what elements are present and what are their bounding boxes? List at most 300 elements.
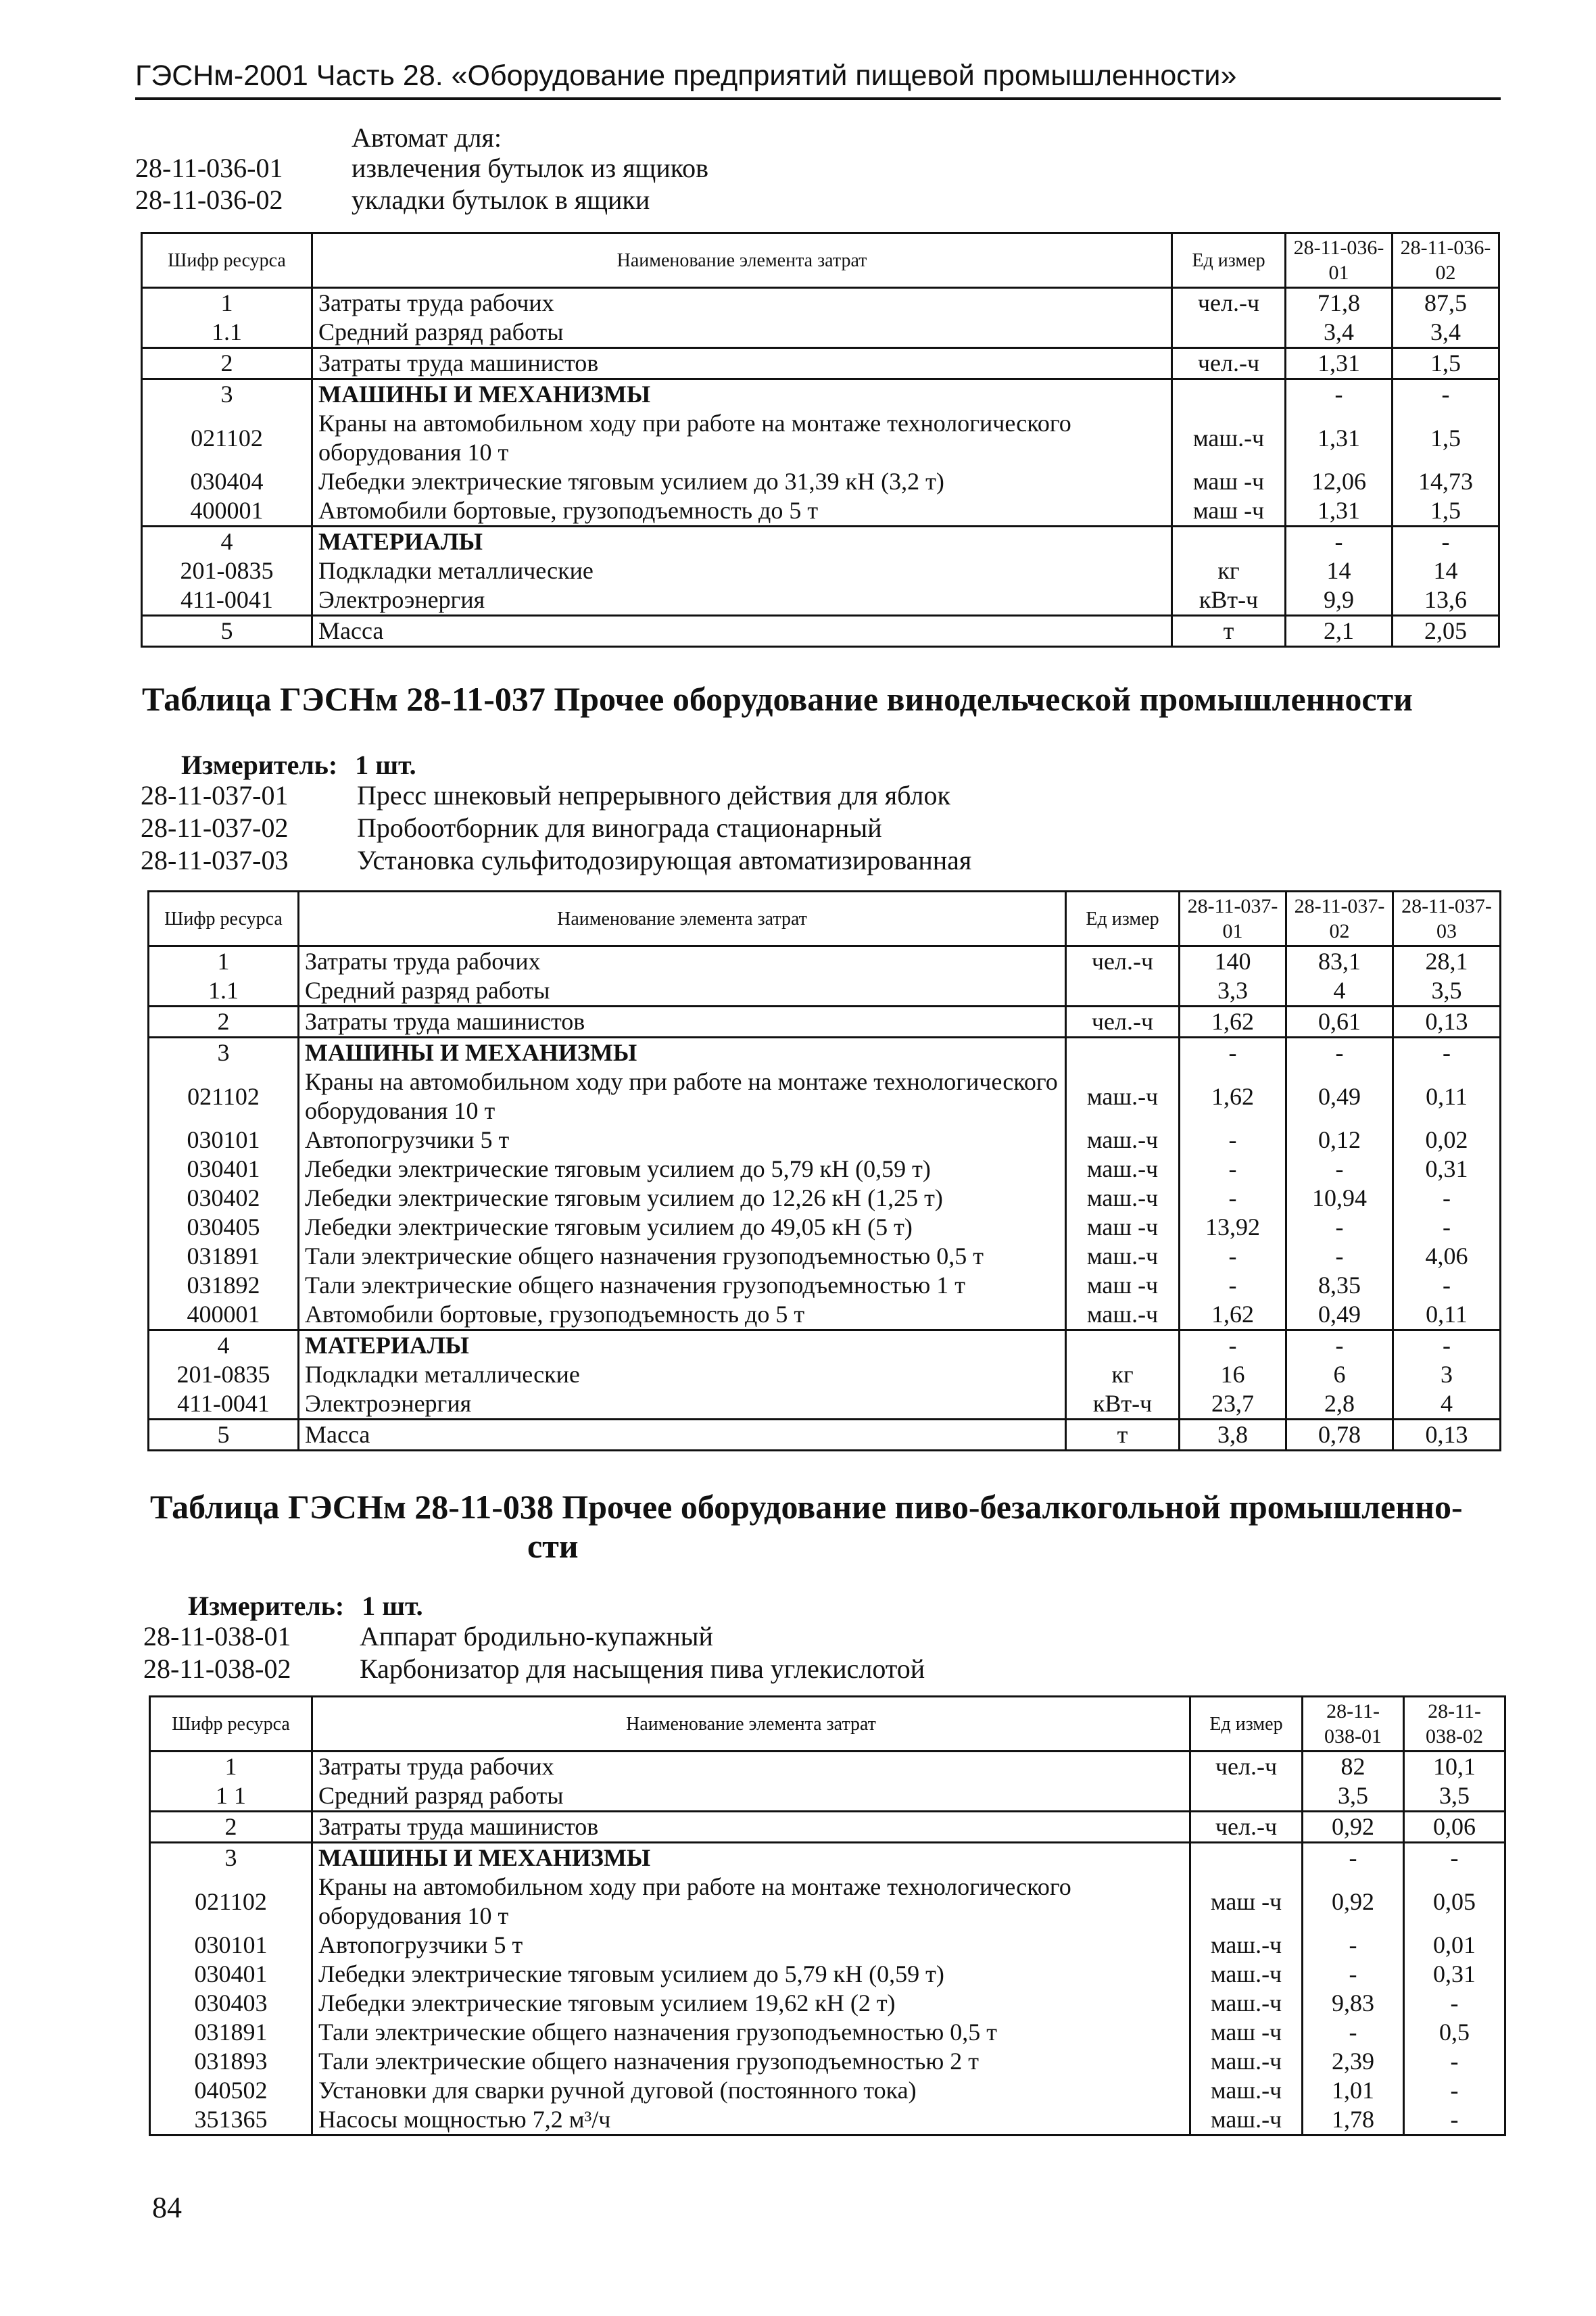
- header-unit: Ед измер: [1066, 892, 1180, 946]
- cell-unit: т: [1172, 616, 1286, 647]
- table-row: [149, 1330, 1501, 1361]
- cell-unit: кг: [1066, 1360, 1180, 1389]
- cell-value: 4: [1286, 976, 1393, 1007]
- table-row: [149, 976, 1501, 1007]
- section3-measure: [188, 1590, 423, 1622]
- cell-value: 1,5: [1393, 496, 1499, 527]
- cell-value: 10,94: [1286, 1184, 1393, 1213]
- table-row: [149, 946, 1501, 977]
- cell-value: 1,62: [1180, 1067, 1286, 1126]
- cell-code: 3: [142, 379, 312, 410]
- cell-code: 030405: [149, 1213, 299, 1242]
- table-row: [149, 1300, 1501, 1330]
- section3-table: [149, 1695, 1506, 2136]
- cell-value: 1,78: [1303, 2105, 1404, 2136]
- cell-value: -: [1286, 1213, 1393, 1242]
- cell-name: Электроэнергия: [312, 585, 1172, 616]
- table-row: [150, 2076, 1505, 2105]
- cell-value: 3,4: [1286, 318, 1393, 348]
- code-line: [135, 152, 708, 184]
- cell-name: Краны на автомобильном ходу при работе на монтаже технологического оборудования 10 т: [312, 1873, 1190, 1931]
- cell-value: -: [1393, 527, 1499, 557]
- table-row: [149, 1126, 1501, 1155]
- cell-value: 82: [1303, 1752, 1404, 1782]
- cell-name: Автомобили бортовые, грузоподъемность до 5 т: [312, 496, 1172, 527]
- cell-unit: маш.-ч: [1190, 2047, 1303, 2076]
- cell-value: 0,13: [1393, 1007, 1501, 1038]
- cell-value: -: [1404, 1989, 1505, 2018]
- code: 28-11-038-02: [143, 1654, 291, 1684]
- cell-code: 411-0041: [142, 585, 312, 616]
- cell-code: 030101: [150, 1931, 312, 1960]
- cell-name: Лебедки электрические тяговым усилием до 49,05 кН (5 т): [299, 1213, 1066, 1242]
- code-line: [141, 812, 882, 844]
- cell-value: -: [1393, 379, 1499, 410]
- cell-unit: [1172, 527, 1286, 557]
- cell-value: 0,06: [1404, 1812, 1505, 1843]
- code-line: [141, 779, 950, 811]
- code: 28-11-036-01: [135, 153, 283, 183]
- header-column-2: 28-11-036-02: [1393, 233, 1499, 288]
- measure-label: Измеритель:: [181, 750, 338, 780]
- cell-code: 4: [149, 1330, 299, 1361]
- cell-value: 0,01: [1404, 1931, 1505, 1960]
- cell-name: МАТЕРИАЛЫ: [312, 527, 1172, 557]
- cell-value: 0,49: [1286, 1067, 1393, 1126]
- cell-name: Лебедки электрические тяговым усилием 19,62 кН (2 т): [312, 1989, 1190, 2018]
- table-row: [142, 288, 1499, 318]
- cell-code: 030404: [142, 467, 312, 496]
- cell-unit: [1066, 976, 1180, 1007]
- cell-value: 83,1: [1286, 946, 1393, 977]
- cell-name: Электроэнергия: [299, 1389, 1066, 1420]
- section3-title-line1: Таблица ГЭСНм 28-11-038 Прочее оборудование пиво-безалкогольной промышленно-: [150, 1488, 1463, 1526]
- cell-unit: маш -ч: [1190, 2018, 1303, 2047]
- cell-value: -: [1286, 1038, 1393, 1068]
- table-row: [150, 1989, 1505, 2018]
- cell-value: 1,5: [1393, 348, 1499, 379]
- table-row: [149, 1155, 1501, 1184]
- cell-code: 3: [150, 1843, 312, 1873]
- cell-value: 8,35: [1286, 1271, 1393, 1300]
- cell-name: Подкладки металлические: [312, 556, 1172, 585]
- cell-unit: маш -ч: [1172, 467, 1286, 496]
- cell-value: 1,62: [1180, 1007, 1286, 1038]
- cell-unit: маш.-ч: [1066, 1067, 1180, 1126]
- cell-value: -: [1404, 2047, 1505, 2076]
- measure-value: 1 шт.: [355, 750, 416, 780]
- cell-value: 23,7: [1180, 1389, 1286, 1420]
- cell-value: 16: [1180, 1360, 1286, 1389]
- cell-unit: маш -ч: [1066, 1271, 1180, 1300]
- cell-value: -: [1393, 1330, 1501, 1361]
- cell-value: 9,83: [1303, 1989, 1404, 2018]
- cell-unit: маш -ч: [1190, 1873, 1303, 1931]
- table-row: [150, 1960, 1505, 1989]
- cell-value: 0,61: [1286, 1007, 1393, 1038]
- cell-name: Тали электрические общего назначения грузоподъемностью 0,5 т: [312, 2018, 1190, 2047]
- table-row: [150, 1752, 1505, 1782]
- cell-value: -: [1286, 1242, 1393, 1271]
- cell-unit: чел.-ч: [1190, 1752, 1303, 1782]
- cell-code: 1: [142, 288, 312, 318]
- cell-value: -: [1180, 1038, 1286, 1068]
- cell-unit: [1172, 318, 1286, 348]
- page-header: ГЭСНм-2001 Часть 28. «Оборудование предприятий пищевой промышленности»: [135, 59, 1237, 92]
- cell-code: 2: [150, 1812, 312, 1843]
- cell-value: 3,5: [1303, 1781, 1404, 1812]
- section2-measure: [181, 749, 416, 781]
- cell-name: Автопогрузчики 5 т: [312, 1931, 1190, 1960]
- cell-unit: [1066, 1330, 1180, 1361]
- cell-value: 140: [1180, 946, 1286, 977]
- cell-unit: [1066, 1038, 1180, 1068]
- cell-value: 2,1: [1286, 616, 1393, 647]
- cell-name: Лебедки электрические тяговым усилием до 12,26 кН (1,25 т): [299, 1184, 1066, 1213]
- cell-code: 030403: [150, 1989, 312, 2018]
- cell-value: -: [1404, 2076, 1505, 2105]
- cell-name: Лебедки электрические тяговым усилием до 31,39 кН (3,2 т): [312, 467, 1172, 496]
- cell-unit: маш.-ч: [1066, 1242, 1180, 1271]
- measure-value: 1 шт.: [362, 1591, 423, 1621]
- cell-code: 030402: [149, 1184, 299, 1213]
- header-unit: Ед измер: [1190, 1697, 1303, 1752]
- cell-code: 2: [142, 348, 312, 379]
- cell-name: Насосы мощностью 7,2 м³/ч: [312, 2105, 1190, 2136]
- cell-value: 0,78: [1286, 1420, 1393, 1451]
- table-row: [150, 1873, 1505, 1931]
- cell-code: 4: [142, 527, 312, 557]
- cell-unit: маш -ч: [1066, 1213, 1180, 1242]
- cell-value: 1,62: [1180, 1300, 1286, 1330]
- cell-code: 021102: [150, 1873, 312, 1931]
- cell-value: 2,39: [1303, 2047, 1404, 2076]
- code-description: Пресс шнековый непрерывного действия для яблок: [357, 780, 950, 811]
- cell-name: Затраты труда машинистов: [299, 1007, 1066, 1038]
- cell-code: 031893: [150, 2047, 312, 2076]
- cell-value: -: [1393, 1184, 1501, 1213]
- cell-unit: [1190, 1843, 1303, 1873]
- cell-value: 0,92: [1303, 1812, 1404, 1843]
- cell-name: Затраты труда машинистов: [312, 348, 1172, 379]
- code: 28-11-038-01: [143, 1621, 291, 1651]
- cell-value: -: [1180, 1271, 1286, 1300]
- cell-unit: чел.-ч: [1066, 946, 1180, 977]
- cell-unit: [1172, 379, 1286, 410]
- cell-code: 030401: [150, 1960, 312, 1989]
- cell-value: -: [1393, 1271, 1501, 1300]
- table-row: [149, 1213, 1501, 1242]
- cell-value: 0,13: [1393, 1420, 1501, 1451]
- cell-value: 0,12: [1286, 1126, 1393, 1155]
- code: 28-11-037-02: [141, 813, 289, 843]
- cell-value: -: [1180, 1126, 1286, 1155]
- section3-title-line2: сти: [527, 1527, 579, 1565]
- table-row: [150, 2018, 1505, 2047]
- cell-name: Затраты труда рабочих: [312, 288, 1172, 318]
- code-description: Пробоотборник для винограда стационарный: [357, 813, 882, 843]
- cell-value: 6: [1286, 1360, 1393, 1389]
- cell-value: 87,5: [1393, 288, 1499, 318]
- cell-name: МАШИНЫ И МЕХАНИЗМЫ: [299, 1038, 1066, 1068]
- cell-value: 10,1: [1404, 1752, 1505, 1782]
- cell-code: 400001: [149, 1300, 299, 1330]
- cell-value: 4,06: [1393, 1242, 1501, 1271]
- cell-value: 2,8: [1286, 1389, 1393, 1420]
- header-column-1: 28-11-038-01: [1303, 1697, 1404, 1752]
- cell-value: -: [1286, 527, 1393, 557]
- table-row: [149, 1360, 1501, 1389]
- cell-unit: т: [1066, 1420, 1180, 1451]
- table-row: [142, 527, 1499, 557]
- table-row: [142, 348, 1499, 379]
- cell-value: -: [1393, 1213, 1501, 1242]
- cell-unit: маш.-ч: [1066, 1184, 1180, 1213]
- cell-value: -: [1404, 1843, 1505, 1873]
- cell-name: Средний разряд работы: [312, 1781, 1190, 1812]
- cell-name: Средний разряд работы: [312, 318, 1172, 348]
- cell-code: 5: [142, 616, 312, 647]
- cell-value: 1,31: [1286, 409, 1393, 467]
- cell-value: 2,05: [1393, 616, 1499, 647]
- cell-value: 13,92: [1180, 1213, 1286, 1242]
- cell-value: 0,31: [1393, 1155, 1501, 1184]
- cell-value: -: [1303, 1843, 1404, 1873]
- cell-code: 031891: [149, 1242, 299, 1271]
- table-row: [142, 496, 1499, 527]
- cell-unit: кг: [1172, 556, 1286, 585]
- code-description: извлечения бутылок из ящиков: [352, 153, 709, 183]
- cell-code: 021102: [149, 1067, 299, 1126]
- cell-value: 0,02: [1393, 1126, 1501, 1155]
- cell-name: МАТЕРИАЛЫ: [299, 1330, 1066, 1361]
- header-name: Наименование элемента затрат: [312, 233, 1172, 288]
- cell-name: Тали электрические общего назначения грузоподъемностью 2 т: [312, 2047, 1190, 2076]
- table-row: [150, 1843, 1505, 1873]
- cell-unit: маш.-ч: [1190, 1960, 1303, 1989]
- header-divider: [135, 97, 1501, 100]
- cell-value: 4: [1393, 1389, 1501, 1420]
- cell-name: Затраты труда рабочих: [312, 1752, 1190, 1782]
- header-column-2: 28-11-037-02: [1286, 892, 1393, 946]
- table-row: [142, 585, 1499, 616]
- cell-value: 14: [1393, 556, 1499, 585]
- cell-value: 12,06: [1286, 467, 1393, 496]
- cell-name: Подкладки металлические: [299, 1360, 1066, 1389]
- table-row: [149, 1242, 1501, 1271]
- cell-unit: чел.-ч: [1172, 348, 1286, 379]
- code-description: укладки бутылок в ящики: [352, 185, 650, 215]
- cell-code: 351365: [150, 2105, 312, 2136]
- code-line: [141, 844, 971, 876]
- cell-value: -: [1303, 2018, 1404, 2047]
- table-row: [142, 379, 1499, 410]
- cell-code: 040502: [150, 2076, 312, 2105]
- header-column-2: 28-11-038-02: [1404, 1697, 1505, 1752]
- cell-value: 1,5: [1393, 409, 1499, 467]
- cell-code: 030101: [149, 1126, 299, 1155]
- header-code: Шифр ресурса: [142, 233, 312, 288]
- code-line: [135, 184, 650, 216]
- cell-unit: маш -ч: [1172, 496, 1286, 527]
- cell-name: Тали электрические общего назначения грузоподъемностью 1 т: [299, 1271, 1066, 1300]
- section1-intro: Автомат для:: [352, 122, 502, 153]
- header-code: Шифр ресурса: [149, 892, 299, 946]
- cell-name: Средний разряд работы: [299, 976, 1066, 1007]
- section2-table: [147, 890, 1501, 1451]
- cell-value: 9,9: [1286, 585, 1393, 616]
- cell-code: 1.1: [142, 318, 312, 348]
- cell-value: -: [1286, 1330, 1393, 1361]
- table-row: [150, 2105, 1505, 2136]
- cell-unit: чел.-ч: [1172, 288, 1286, 318]
- cell-unit: маш.-ч: [1066, 1300, 1180, 1330]
- cell-value: -: [1404, 2105, 1505, 2136]
- cell-value: 3,4: [1393, 318, 1499, 348]
- cell-value: -: [1286, 379, 1393, 410]
- cell-unit: кВт-ч: [1172, 585, 1286, 616]
- section1-table: [141, 232, 1500, 648]
- table-row: [142, 467, 1499, 496]
- cell-unit: чел.-ч: [1190, 1812, 1303, 1843]
- table-row: [150, 1812, 1505, 1843]
- header-column-1: 28-11-036-01: [1286, 233, 1393, 288]
- code-description: Карбонизатор для насыщения пива углекислотой: [360, 1654, 925, 1684]
- cell-name: Автомобили бортовые, грузоподъемность до 5 т: [299, 1300, 1066, 1330]
- table-row: [149, 1389, 1501, 1420]
- code: 28-11-037-01: [141, 780, 289, 811]
- cell-value: 0,49: [1286, 1300, 1393, 1330]
- cell-value: 14: [1286, 556, 1393, 585]
- cell-code: 2: [149, 1007, 299, 1038]
- table-row: [149, 1271, 1501, 1300]
- table-row: [150, 1781, 1505, 1812]
- cell-value: -: [1303, 1960, 1404, 1989]
- cell-code: 1 1: [150, 1781, 312, 1812]
- cell-code: 1: [149, 946, 299, 977]
- cell-name: Масса: [299, 1420, 1066, 1451]
- cell-value: -: [1180, 1155, 1286, 1184]
- cell-name: МАШИНЫ И МЕХАНИЗМЫ: [312, 379, 1172, 410]
- header-name: Наименование элемента затрат: [299, 892, 1066, 946]
- measure-label: Измеритель:: [188, 1591, 345, 1621]
- cell-unit: маш.-ч: [1190, 1931, 1303, 1960]
- cell-name: МАШИНЫ И МЕХАНИЗМЫ: [312, 1843, 1190, 1873]
- cell-value: 0,92: [1303, 1873, 1404, 1931]
- cell-unit: маш.-ч: [1066, 1126, 1180, 1155]
- header-column-1: 28-11-037-01: [1180, 892, 1286, 946]
- cell-code: 021102: [142, 409, 312, 467]
- table-row: [150, 2047, 1505, 2076]
- cell-value: 1,01: [1303, 2076, 1404, 2105]
- cell-name: Масса: [312, 616, 1172, 647]
- cell-value: 3,8: [1180, 1420, 1286, 1451]
- cell-value: 3,5: [1393, 976, 1501, 1007]
- cell-unit: маш.-ч: [1190, 2105, 1303, 2136]
- table-row: [149, 1420, 1501, 1451]
- cell-name: Краны на автомобильном ходу при работе на монтаже технологического оборудования 10 т: [312, 409, 1172, 467]
- cell-value: 0,31: [1404, 1960, 1505, 1989]
- cell-value: -: [1180, 1184, 1286, 1213]
- cell-value: -: [1393, 1038, 1501, 1068]
- page-number: 84: [152, 2191, 182, 2224]
- cell-value: 3: [1393, 1360, 1501, 1389]
- cell-code: 1: [150, 1752, 312, 1782]
- cell-value: 3,3: [1180, 976, 1286, 1007]
- cell-name: Затраты труда рабочих: [299, 946, 1066, 977]
- cell-value: 3,5: [1404, 1781, 1505, 1812]
- cell-unit: маш.-ч: [1172, 409, 1286, 467]
- cell-name: Лебедки электрические тяговым усилием до 5,79 кН (0,59 т): [312, 1960, 1190, 1989]
- code-line: [143, 1620, 713, 1652]
- cell-code: 1.1: [149, 976, 299, 1007]
- cell-code: 400001: [142, 496, 312, 527]
- cell-value: 1,31: [1286, 496, 1393, 527]
- cell-code: 411-0041: [149, 1389, 299, 1420]
- cell-unit: маш.-ч: [1190, 2076, 1303, 2105]
- cell-unit: кВт-ч: [1066, 1389, 1180, 1420]
- cell-value: 0,5: [1404, 2018, 1505, 2047]
- cell-value: 14,73: [1393, 467, 1499, 496]
- code-description: Установка сульфитодозирующая автоматизированная: [357, 845, 972, 875]
- cell-value: 0,05: [1404, 1873, 1505, 1931]
- table-row: [142, 318, 1499, 348]
- cell-value: 0,11: [1393, 1300, 1501, 1330]
- table-row: [149, 1007, 1501, 1038]
- code-line: [143, 1653, 925, 1685]
- table-row: [142, 616, 1499, 647]
- cell-code: 201-0835: [142, 556, 312, 585]
- table-row: [142, 409, 1499, 467]
- cell-value: -: [1180, 1330, 1286, 1361]
- cell-code: 030401: [149, 1155, 299, 1184]
- header-unit: Ед измер: [1172, 233, 1286, 288]
- cell-name: Лебедки электрические тяговым усилием до 5,79 кН (0,59 т): [299, 1155, 1066, 1184]
- cell-value: 1,31: [1286, 348, 1393, 379]
- table-row: [149, 1067, 1501, 1126]
- cell-code: 5: [149, 1420, 299, 1451]
- cell-name: Тали электрические общего назначения грузоподъемностью 0,5 т: [299, 1242, 1066, 1271]
- cell-code: 031892: [149, 1271, 299, 1300]
- cell-value: -: [1303, 1931, 1404, 1960]
- cell-code: 031891: [150, 2018, 312, 2047]
- cell-value: -: [1180, 1242, 1286, 1271]
- header-name: Наименование элемента затрат: [312, 1697, 1190, 1752]
- cell-value: 71,8: [1286, 288, 1393, 318]
- cell-unit: маш.-ч: [1066, 1155, 1180, 1184]
- cell-unit: маш.-ч: [1190, 1989, 1303, 2018]
- table-row: [150, 1931, 1505, 1960]
- cell-value: 0,11: [1393, 1067, 1501, 1126]
- cell-unit: чел.-ч: [1066, 1007, 1180, 1038]
- cell-value: 13,6: [1393, 585, 1499, 616]
- cell-code: 201-0835: [149, 1360, 299, 1389]
- cell-code: 3: [149, 1038, 299, 1068]
- header-code: Шифр ресурса: [150, 1697, 312, 1752]
- cell-name: Установки для сварки ручной дуговой (постоянного тока): [312, 2076, 1190, 2105]
- cell-value: 28,1: [1393, 946, 1501, 977]
- header-column-3: 28-11-037-03: [1393, 892, 1501, 946]
- table-row: [149, 1038, 1501, 1068]
- cell-unit: [1190, 1781, 1303, 1812]
- table-row: [149, 1184, 1501, 1213]
- section2-title: Таблица ГЭСНм 28-11-037 Прочее оборудование винодельческой промышленности: [142, 680, 1413, 718]
- cell-value: -: [1286, 1155, 1393, 1184]
- code: 28-11-037-03: [141, 845, 289, 875]
- table-row: [142, 556, 1499, 585]
- code-description: Аппарат бродильно-купажный: [360, 1621, 713, 1651]
- code: 28-11-036-02: [135, 185, 283, 215]
